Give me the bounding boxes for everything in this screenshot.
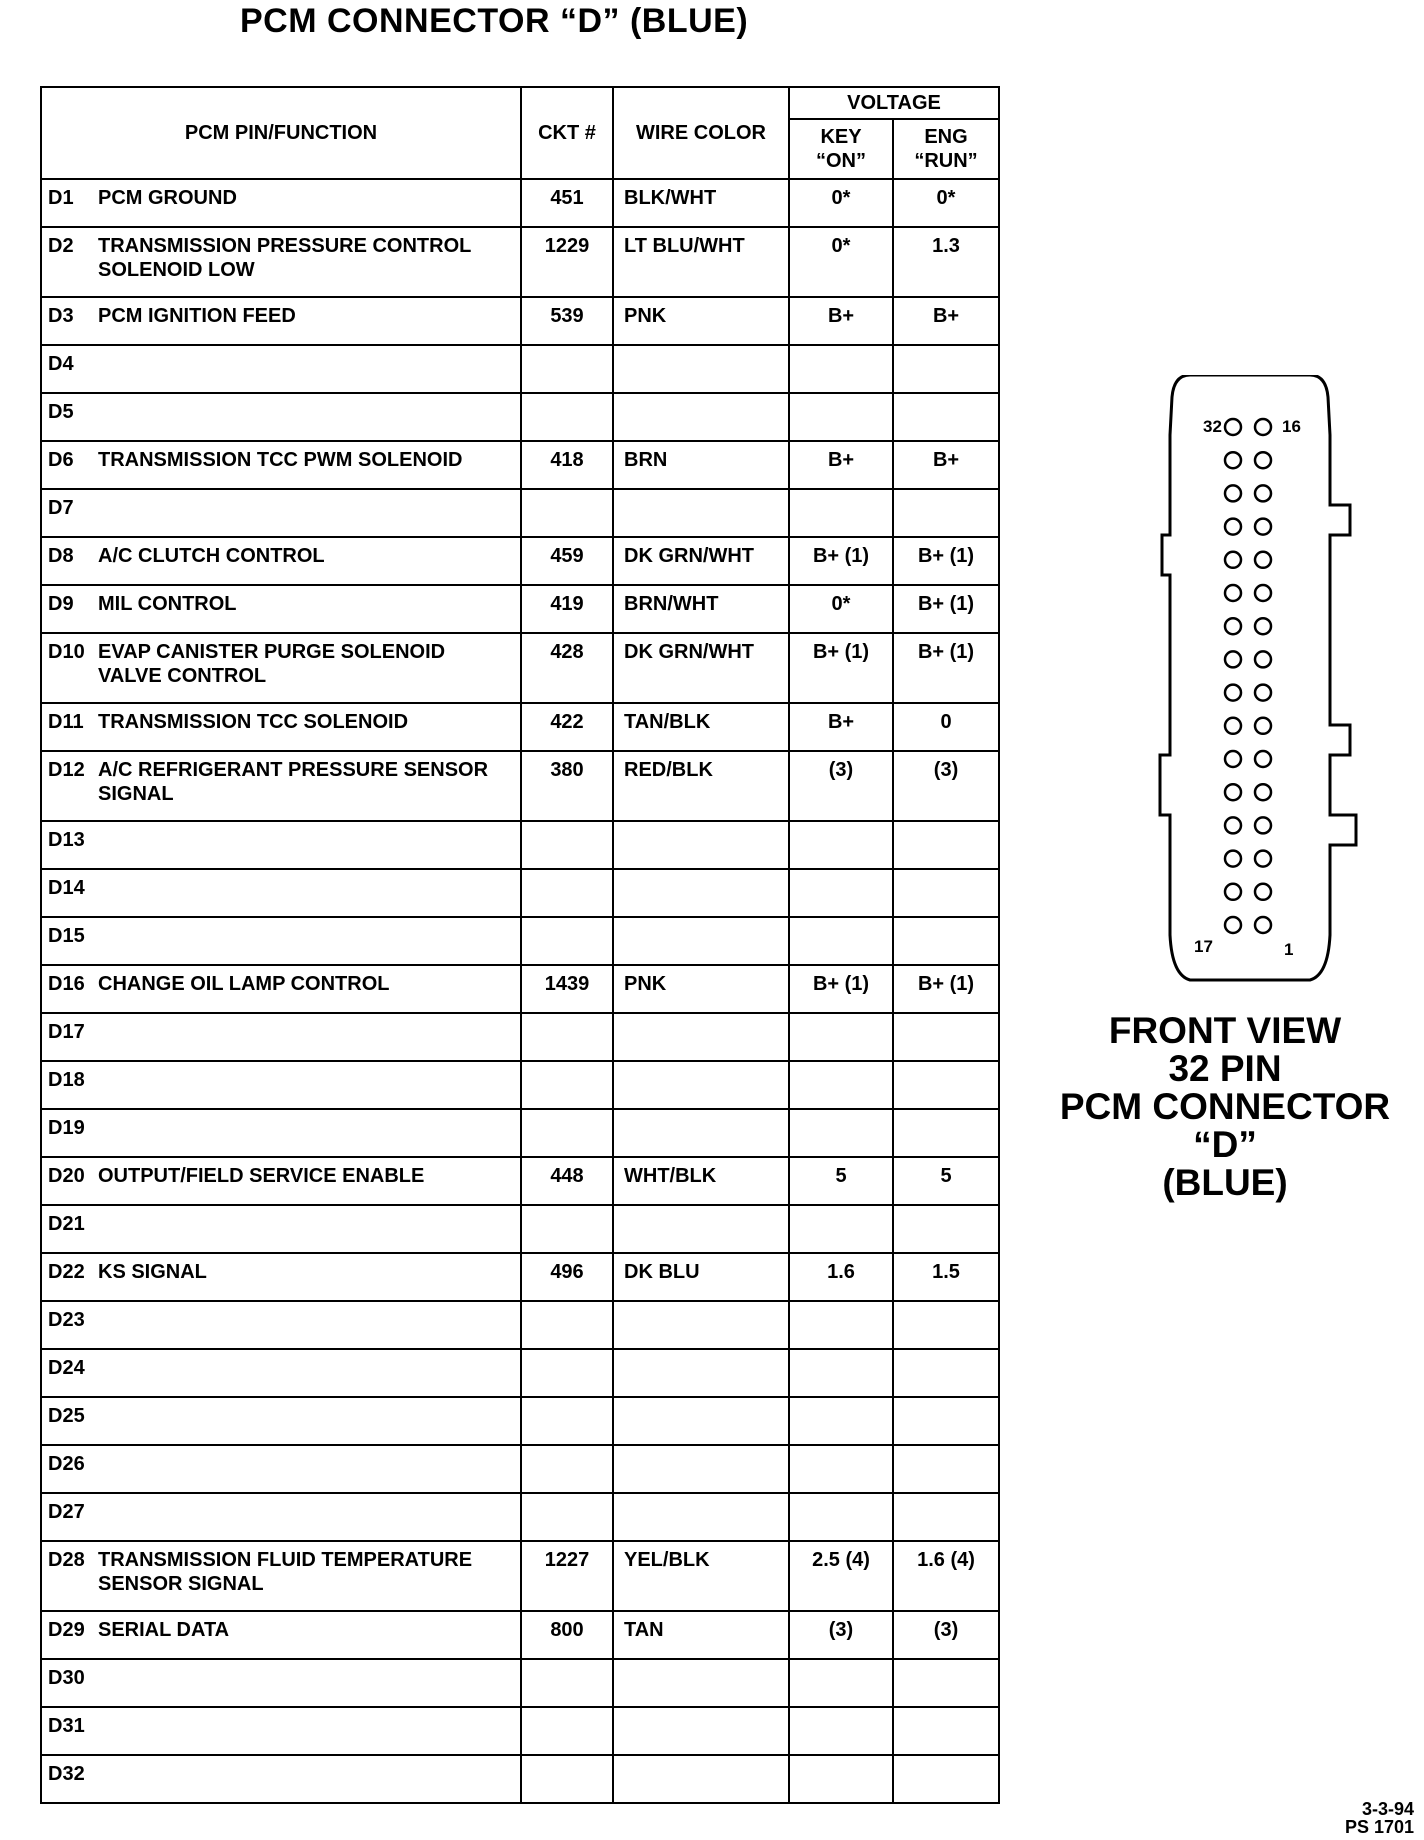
pin-hole bbox=[1255, 651, 1271, 667]
eng-run-cell: B+ bbox=[893, 297, 999, 345]
pin-id: D14 bbox=[48, 877, 85, 899]
ckt-cell bbox=[521, 1493, 613, 1541]
pin-hole bbox=[1255, 784, 1271, 800]
wire-color-cell bbox=[613, 1109, 789, 1157]
key-on-cell bbox=[789, 1061, 893, 1109]
footer-date: 3-3-94 bbox=[1361, 1799, 1414, 1819]
pin-function-cell bbox=[41, 1659, 521, 1707]
ckt-cell bbox=[521, 1397, 613, 1445]
header-function: PCM PIN/FUNCTION bbox=[41, 87, 521, 179]
wire-color-cell bbox=[613, 489, 789, 537]
connector-label-17: 17 bbox=[1194, 937, 1213, 956]
pin-id: D2 bbox=[48, 235, 74, 257]
pin-function-cell bbox=[41, 1493, 521, 1541]
pin-id: D27 bbox=[48, 1501, 85, 1523]
table-row bbox=[41, 703, 999, 751]
pin-function: A/C REFRIGERANT PRESSURE SENSOR SIGNAL bbox=[98, 759, 489, 805]
pin-hole bbox=[1225, 618, 1241, 634]
wire-color-cell bbox=[613, 917, 789, 965]
pin-hole bbox=[1255, 519, 1271, 535]
pin-function-cell bbox=[41, 1707, 521, 1755]
eng-run-cell bbox=[893, 917, 999, 965]
ckt-cell bbox=[521, 489, 613, 537]
eng-run-cell bbox=[893, 1397, 999, 1445]
ckt-cell bbox=[521, 869, 613, 917]
pin-function: TRANSMISSION FLUID TEMPERATURE SENSOR SIGNAL bbox=[98, 1549, 473, 1595]
eng-run-cell bbox=[893, 1301, 999, 1349]
key-on-cell: 1.6 bbox=[789, 1253, 893, 1301]
table-row bbox=[41, 965, 999, 1013]
ckt-cell bbox=[521, 1707, 613, 1755]
pin-function-cell bbox=[41, 965, 521, 1013]
wire-color-cell: BLK/WHT bbox=[613, 179, 789, 227]
pin-function-cell bbox=[41, 821, 521, 869]
key-on-cell: (3) bbox=[789, 751, 893, 821]
wire-color-cell: BRN/WHT bbox=[613, 585, 789, 633]
eng-run-cell bbox=[893, 1755, 999, 1803]
key-on-cell: B+ bbox=[789, 703, 893, 751]
pin-id: D30 bbox=[48, 1667, 85, 1689]
key-on-cell: B+ (1) bbox=[789, 537, 893, 585]
wire-color-cell: TAN bbox=[613, 1611, 789, 1659]
wire-color-cell: PNK bbox=[613, 297, 789, 345]
ckt-cell: 459 bbox=[521, 537, 613, 585]
pin-function-cell bbox=[41, 1157, 521, 1205]
pin-id: D20 bbox=[48, 1165, 85, 1187]
key-on-cell bbox=[789, 1397, 893, 1445]
table-row bbox=[41, 1013, 999, 1061]
pin-function-cell bbox=[41, 1061, 521, 1109]
pin-function-cell bbox=[41, 585, 521, 633]
pin-hole bbox=[1255, 917, 1271, 933]
key-on-cell bbox=[789, 821, 893, 869]
eng-run-cell bbox=[893, 345, 999, 393]
pin-id: D22 bbox=[48, 1261, 85, 1283]
pin-hole bbox=[1225, 917, 1241, 933]
wire-color-cell bbox=[613, 1493, 789, 1541]
pin-id: D26 bbox=[48, 1453, 85, 1475]
pin-function-cell bbox=[41, 703, 521, 751]
key-on-cell bbox=[789, 917, 893, 965]
pin-id: D31 bbox=[48, 1715, 85, 1737]
pin-id: D6 bbox=[48, 449, 74, 471]
pin-hole bbox=[1225, 585, 1241, 601]
pin-hole bbox=[1225, 651, 1241, 667]
eng-run-cell: B+ (1) bbox=[893, 585, 999, 633]
wire-color-cell bbox=[613, 1013, 789, 1061]
header-key-on-line1: KEY bbox=[820, 126, 862, 148]
pin-hole bbox=[1225, 784, 1241, 800]
pin-hole bbox=[1255, 419, 1271, 435]
key-on-cell bbox=[789, 345, 893, 393]
footer bbox=[1345, 1800, 1414, 1836]
pin-id: D25 bbox=[48, 1405, 85, 1427]
ckt-cell bbox=[521, 1349, 613, 1397]
pin-id: D23 bbox=[48, 1309, 85, 1331]
ckt-cell bbox=[521, 821, 613, 869]
header-voltage: VOLTAGE bbox=[789, 87, 999, 119]
header-eng-run-line2: “RUN” bbox=[914, 150, 978, 172]
key-on-cell: B+ bbox=[789, 297, 893, 345]
table-row bbox=[41, 227, 999, 297]
pin-function: CHANGE OIL LAMP CONTROL bbox=[98, 973, 390, 995]
key-on-cell: B+ (1) bbox=[789, 965, 893, 1013]
table-row bbox=[41, 1541, 999, 1611]
eng-run-cell bbox=[893, 489, 999, 537]
key-on-cell: 0* bbox=[789, 227, 893, 297]
pin-function-cell bbox=[41, 1755, 521, 1803]
table-row bbox=[41, 869, 999, 917]
wire-color-cell bbox=[613, 1445, 789, 1493]
table-row bbox=[41, 633, 999, 703]
table-row bbox=[41, 297, 999, 345]
pin-hole bbox=[1255, 585, 1271, 601]
connector-caption bbox=[1030, 1012, 1420, 1202]
ckt-cell bbox=[521, 1061, 613, 1109]
wire-color-cell bbox=[613, 869, 789, 917]
pin-function-cell bbox=[41, 537, 521, 585]
eng-run-cell: 0 bbox=[893, 703, 999, 751]
table-row bbox=[41, 1157, 999, 1205]
header-key-on bbox=[789, 119, 893, 179]
pin-rows bbox=[41, 179, 999, 1803]
header-wire-color: WIRE COLOR bbox=[613, 87, 789, 179]
wire-color-cell: RED/BLK bbox=[613, 751, 789, 821]
eng-run-cell: B+ (1) bbox=[893, 965, 999, 1013]
pin-hole bbox=[1255, 618, 1271, 634]
wire-color-cell: YEL/BLK bbox=[613, 1541, 789, 1611]
eng-run-cell: (3) bbox=[893, 1611, 999, 1659]
pin-hole bbox=[1225, 718, 1241, 734]
pin-function-cell bbox=[41, 1349, 521, 1397]
connector-pin-holes bbox=[1225, 419, 1271, 933]
ckt-cell: 418 bbox=[521, 441, 613, 489]
pin-id: D4 bbox=[48, 353, 74, 375]
ckt-cell: 1439 bbox=[521, 965, 613, 1013]
pin-hole bbox=[1255, 552, 1271, 568]
eng-run-cell bbox=[893, 821, 999, 869]
eng-run-cell: 5 bbox=[893, 1157, 999, 1205]
eng-run-cell bbox=[893, 393, 999, 441]
table-row bbox=[41, 441, 999, 489]
pin-hole bbox=[1225, 751, 1241, 767]
pin-function-cell bbox=[41, 1445, 521, 1493]
ckt-cell: 800 bbox=[521, 1611, 613, 1659]
wire-color-cell: DK GRN/WHT bbox=[613, 537, 789, 585]
pin-function: A/C CLUTCH CONTROL bbox=[98, 545, 325, 567]
table-row bbox=[41, 1301, 999, 1349]
pin-function: PCM GROUND bbox=[98, 187, 237, 209]
wire-color-cell: PNK bbox=[613, 965, 789, 1013]
connector-label-16: 16 bbox=[1282, 417, 1301, 436]
table-row bbox=[41, 1445, 999, 1493]
key-on-cell bbox=[789, 489, 893, 537]
key-on-cell bbox=[789, 1445, 893, 1493]
key-on-cell bbox=[789, 869, 893, 917]
pin-function-cell bbox=[41, 1013, 521, 1061]
pin-hole bbox=[1225, 851, 1241, 867]
eng-run-cell bbox=[893, 1659, 999, 1707]
pin-id: D7 bbox=[48, 497, 74, 519]
key-on-cell bbox=[789, 1013, 893, 1061]
pin-hole bbox=[1225, 685, 1241, 701]
pin-function: OUTPUT/FIELD SERVICE ENABLE bbox=[98, 1165, 425, 1187]
pin-id: D28 bbox=[48, 1549, 85, 1571]
key-on-cell bbox=[789, 1349, 893, 1397]
ckt-cell bbox=[521, 1445, 613, 1493]
header-eng-run bbox=[893, 119, 999, 179]
table-row bbox=[41, 1109, 999, 1157]
wire-color-cell bbox=[613, 821, 789, 869]
ckt-cell: 380 bbox=[521, 751, 613, 821]
pin-id: D11 bbox=[48, 711, 84, 733]
connector-front-view-diagram bbox=[1130, 375, 1370, 985]
pin-id: D8 bbox=[48, 545, 74, 567]
eng-run-cell bbox=[893, 869, 999, 917]
connector-label-32: 32 bbox=[1203, 417, 1222, 436]
connector-label-1: 1 bbox=[1284, 940, 1294, 959]
header-eng-run-line1: ENG bbox=[924, 126, 968, 148]
key-on-cell: B+ bbox=[789, 441, 893, 489]
caption-line-3: PCM CONNECTOR bbox=[1059, 1086, 1391, 1127]
pin-hole bbox=[1225, 552, 1241, 568]
wire-color-cell: WHT/BLK bbox=[613, 1157, 789, 1205]
pin-hole bbox=[1255, 884, 1271, 900]
caption-line-2: 32 PIN bbox=[1168, 1048, 1282, 1089]
pin-hole bbox=[1255, 485, 1271, 501]
table-row bbox=[41, 1349, 999, 1397]
table-row bbox=[41, 751, 999, 821]
eng-run-cell bbox=[893, 1349, 999, 1397]
wire-color-cell bbox=[613, 1061, 789, 1109]
eng-run-cell: 1.5 bbox=[893, 1253, 999, 1301]
wire-color-cell bbox=[613, 1755, 789, 1803]
pin-id: D21 bbox=[48, 1213, 85, 1235]
key-on-cell bbox=[789, 1493, 893, 1541]
key-on-cell: B+ (1) bbox=[789, 633, 893, 703]
footer-code: PS 1701 bbox=[1344, 1817, 1414, 1837]
table-row bbox=[41, 585, 999, 633]
ckt-cell: 448 bbox=[521, 1157, 613, 1205]
wire-color-cell bbox=[613, 393, 789, 441]
eng-run-cell bbox=[893, 1205, 999, 1253]
wire-color-cell: BRN bbox=[613, 441, 789, 489]
pin-id: D13 bbox=[48, 829, 85, 851]
pin-id: D1 bbox=[48, 187, 74, 209]
key-on-cell: 5 bbox=[789, 1157, 893, 1205]
pin-id: D15 bbox=[48, 925, 85, 947]
key-on-cell bbox=[789, 1205, 893, 1253]
pin-hole bbox=[1225, 884, 1241, 900]
pin-id: D12 bbox=[48, 759, 85, 781]
pin-function-cell bbox=[41, 179, 521, 227]
ckt-cell bbox=[521, 393, 613, 441]
eng-run-cell bbox=[893, 1493, 999, 1541]
pin-id: D9 bbox=[48, 593, 74, 615]
pin-function-cell bbox=[41, 917, 521, 965]
pin-function-cell bbox=[41, 441, 521, 489]
key-on-cell: 0* bbox=[789, 585, 893, 633]
pin-id: D29 bbox=[48, 1619, 85, 1641]
ckt-cell bbox=[521, 1205, 613, 1253]
table-row bbox=[41, 1397, 999, 1445]
pin-id: D18 bbox=[48, 1069, 85, 1091]
pin-id: D3 bbox=[48, 305, 74, 327]
table-row bbox=[41, 393, 999, 441]
header-key-on-line2: “ON” bbox=[816, 150, 866, 172]
pin-function-cell bbox=[41, 1109, 521, 1157]
wire-color-cell bbox=[613, 1397, 789, 1445]
table-row bbox=[41, 1707, 999, 1755]
wire-color-cell bbox=[613, 1205, 789, 1253]
caption-line-5: (BLUE) bbox=[1162, 1162, 1288, 1203]
pin-id: D24 bbox=[48, 1357, 85, 1379]
eng-run-cell: (3) bbox=[893, 751, 999, 821]
pin-hole bbox=[1255, 817, 1271, 833]
page-title: PCM CONNECTOR “D” (BLUE) bbox=[240, 2, 749, 40]
wire-color-cell bbox=[613, 345, 789, 393]
pin-function-cell bbox=[41, 297, 521, 345]
wire-color-cell bbox=[613, 1301, 789, 1349]
pin-function: TRANSMISSION TCC SOLENOID bbox=[98, 711, 409, 733]
pin-hole bbox=[1255, 685, 1271, 701]
key-on-cell bbox=[789, 1755, 893, 1803]
pin-hole bbox=[1255, 751, 1271, 767]
pin-hole bbox=[1225, 452, 1241, 468]
pin-id: D5 bbox=[48, 401, 74, 423]
table-row bbox=[41, 345, 999, 393]
pin-function-cell bbox=[41, 633, 521, 703]
eng-run-cell bbox=[893, 1061, 999, 1109]
key-on-cell: 2.5 (4) bbox=[789, 1541, 893, 1611]
ckt-cell bbox=[521, 917, 613, 965]
pin-function-cell bbox=[41, 869, 521, 917]
pin-id: D16 bbox=[48, 973, 85, 995]
ckt-cell bbox=[521, 1109, 613, 1157]
table-row bbox=[41, 1493, 999, 1541]
pin-id: D32 bbox=[48, 1763, 85, 1785]
pin-hole bbox=[1225, 485, 1241, 501]
pin-table bbox=[40, 86, 1000, 1804]
pin-function-cell bbox=[41, 1253, 521, 1301]
wire-color-cell: DK GRN/WHT bbox=[613, 633, 789, 703]
wire-color-cell bbox=[613, 1349, 789, 1397]
pin-function: KS SIGNAL bbox=[98, 1261, 207, 1283]
pin-function-cell bbox=[41, 345, 521, 393]
pin-function: EVAP CANISTER PURGE SOLENOID VALVE CONTROL bbox=[98, 641, 446, 687]
ckt-cell: 1229 bbox=[521, 227, 613, 297]
wire-color-cell: TAN/BLK bbox=[613, 703, 789, 751]
pin-hole bbox=[1255, 452, 1271, 468]
ckt-cell bbox=[521, 1301, 613, 1349]
pin-id: D17 bbox=[48, 1021, 85, 1043]
ckt-cell bbox=[521, 1659, 613, 1707]
key-on-cell bbox=[789, 1659, 893, 1707]
pin-hole bbox=[1225, 817, 1241, 833]
pin-id: D10 bbox=[48, 641, 85, 663]
pin-function-cell bbox=[41, 1611, 521, 1659]
table-row bbox=[41, 1755, 999, 1803]
pin-id: D19 bbox=[48, 1117, 85, 1139]
ckt-cell: 428 bbox=[521, 633, 613, 703]
wire-color-cell: LT BLU/WHT bbox=[613, 227, 789, 297]
pin-function: SERIAL DATA bbox=[98, 1619, 230, 1641]
eng-run-cell bbox=[893, 1109, 999, 1157]
table-row bbox=[41, 1253, 999, 1301]
key-on-cell bbox=[789, 393, 893, 441]
key-on-cell bbox=[789, 1707, 893, 1755]
eng-run-cell: B+ (1) bbox=[893, 537, 999, 585]
key-on-cell: 0* bbox=[789, 179, 893, 227]
pin-hole bbox=[1255, 718, 1271, 734]
eng-run-cell: 1.3 bbox=[893, 227, 999, 297]
table-row bbox=[41, 1205, 999, 1253]
table-row bbox=[41, 1611, 999, 1659]
pin-function-cell bbox=[41, 1397, 521, 1445]
eng-run-cell bbox=[893, 1445, 999, 1493]
ckt-cell: 419 bbox=[521, 585, 613, 633]
pin-function-cell bbox=[41, 1541, 521, 1611]
eng-run-cell bbox=[893, 1707, 999, 1755]
ckt-cell bbox=[521, 1013, 613, 1061]
pin-function-cell bbox=[41, 489, 521, 537]
pin-function: MIL CONTROL bbox=[98, 593, 237, 615]
table-row bbox=[41, 821, 999, 869]
ckt-cell bbox=[521, 1755, 613, 1803]
table-row bbox=[41, 1061, 999, 1109]
wire-color-cell bbox=[613, 1707, 789, 1755]
pin-function: PCM IGNITION FEED bbox=[98, 305, 296, 327]
eng-run-cell bbox=[893, 1013, 999, 1061]
pin-hole bbox=[1225, 519, 1241, 535]
eng-run-cell: 0* bbox=[893, 179, 999, 227]
pin-function-cell bbox=[41, 1301, 521, 1349]
pin-hole bbox=[1255, 851, 1271, 867]
caption-line-1: FRONT VIEW bbox=[1108, 1010, 1342, 1051]
ckt-cell: 422 bbox=[521, 703, 613, 751]
header-ckt: CKT # bbox=[521, 87, 613, 179]
eng-run-cell: B+ bbox=[893, 441, 999, 489]
wire-color-cell: DK BLU bbox=[613, 1253, 789, 1301]
table-row bbox=[41, 537, 999, 585]
pin-function-cell bbox=[41, 227, 521, 297]
table-row bbox=[41, 917, 999, 965]
key-on-cell bbox=[789, 1301, 893, 1349]
key-on-cell bbox=[789, 1109, 893, 1157]
pin-function-cell bbox=[41, 1205, 521, 1253]
ckt-cell: 496 bbox=[521, 1253, 613, 1301]
pin-function-cell bbox=[41, 393, 521, 441]
table-row bbox=[41, 1659, 999, 1707]
ckt-cell: 1227 bbox=[521, 1541, 613, 1611]
pin-function: TRANSMISSION TCC PWM SOLENOID bbox=[98, 449, 463, 471]
pin-hole bbox=[1225, 419, 1241, 435]
ckt-cell: 451 bbox=[521, 179, 613, 227]
table-row bbox=[41, 179, 999, 227]
wire-color-cell bbox=[613, 1659, 789, 1707]
ckt-cell bbox=[521, 345, 613, 393]
pin-function: TRANSMISSION PRESSURE CONTROL SOLENOID LOW bbox=[98, 235, 471, 281]
eng-run-cell: 1.6 (4) bbox=[893, 1541, 999, 1611]
table-row bbox=[41, 489, 999, 537]
caption-line-4: “D” bbox=[1193, 1124, 1257, 1165]
key-on-cell: (3) bbox=[789, 1611, 893, 1659]
ckt-cell: 539 bbox=[521, 297, 613, 345]
pin-function-cell bbox=[41, 751, 521, 821]
eng-run-cell: B+ (1) bbox=[893, 633, 999, 703]
